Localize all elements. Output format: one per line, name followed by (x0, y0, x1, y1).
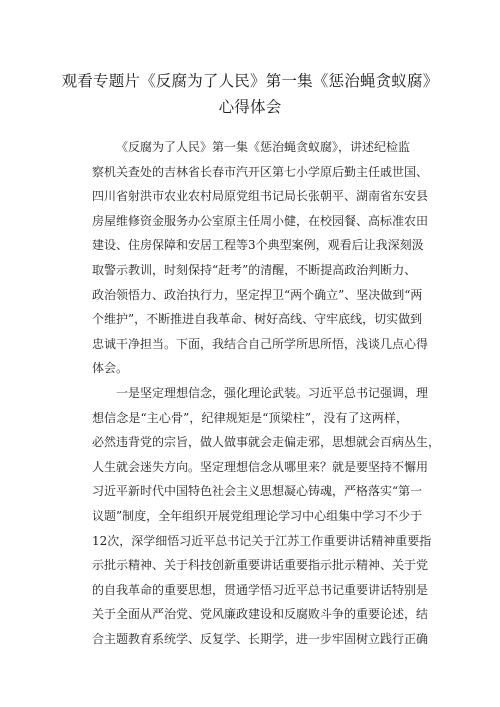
text-line: 察机关查处的吉林省长春市汽开区第七小学原后勤主任戚世国、 (92, 164, 429, 179)
text-line: 忠诚干净担当。下面，我结合自己所学所思所悟，浅谈几点心得 (92, 336, 429, 351)
text-line: 房屋维修资金服务办公室原主任周小健，在校园餐、高标准农田 (92, 213, 429, 228)
document-title (40, 68, 460, 120)
text-line: 想信念是“主心骨”，纪律规矩是“顶梁柱”，没有了这两样， (92, 410, 408, 425)
text-line: 12次，深学细悟习近平总书记关于江苏工作重要讲话精神重要指 (92, 533, 432, 548)
text-line: 取警示教训，时刻保持“赶考”的清醒，不断提高政治判断力、 (92, 262, 417, 277)
text-line: 一是坚定理想信念，强化理论武装。习近平总书记强调，理 (116, 386, 429, 400)
text-line: 四川省射洪市农业农村局原党组书记局长张朝平、湖南省东安县 (92, 189, 429, 204)
text-line: 《反腐为了人民》第一集《惩治蝇贪蚁腐》，讲述纪检监 (116, 140, 411, 154)
title-line-2: 心得体会 (218, 98, 282, 116)
paragraph-2 (92, 381, 441, 652)
text-line: 的自我革命的重要思想，贯通学悟习近平总书记重要讲话特别是 (92, 582, 429, 597)
text-line: 合主题教育系统学、反复学、长期学，进一步牢固树立践行正确 (92, 631, 429, 646)
paragraph-1 (92, 135, 429, 381)
text-line: 习近平新时代中国特色社会主义思想凝心铸魂，严格落实“第一 (92, 484, 423, 499)
title-line-1: 观看专题片《反腐为了人民》第一集《惩治蝇贪蚁腐》 (61, 72, 439, 90)
text-line: 政治领悟力、政治执行力，坚定捍卫“两个确立”、坚决做到“两 (92, 287, 423, 302)
text-line: 人生就会迷失方向。坚定理想信念从哪里来？就是要坚持不懈用 (92, 459, 429, 474)
text-line: 议题”制度，全年组织开展党组理论学习中心组集中学习不少于 (92, 508, 423, 523)
text-line: 关于全面从严治党、党风廉政建设和反腐败斗争的重要论述，结 (92, 607, 429, 622)
text-line: 体会。 (92, 361, 129, 376)
text-line: 建设、住房保障和安居工程等3个典型案例，观看后让我深刻汲 (92, 238, 424, 253)
text-line: 必然违背党的宗旨，做人做事就会走偏走邪，思想就会百病丛生， (92, 435, 441, 450)
text-line: 示批示精神、关于科技创新重要讲话重要指示批示精神、关于党 (92, 558, 429, 573)
text-line: 个维护”，不断推进自我革命、树好高线、守牢底线，切实做到 (92, 312, 423, 327)
